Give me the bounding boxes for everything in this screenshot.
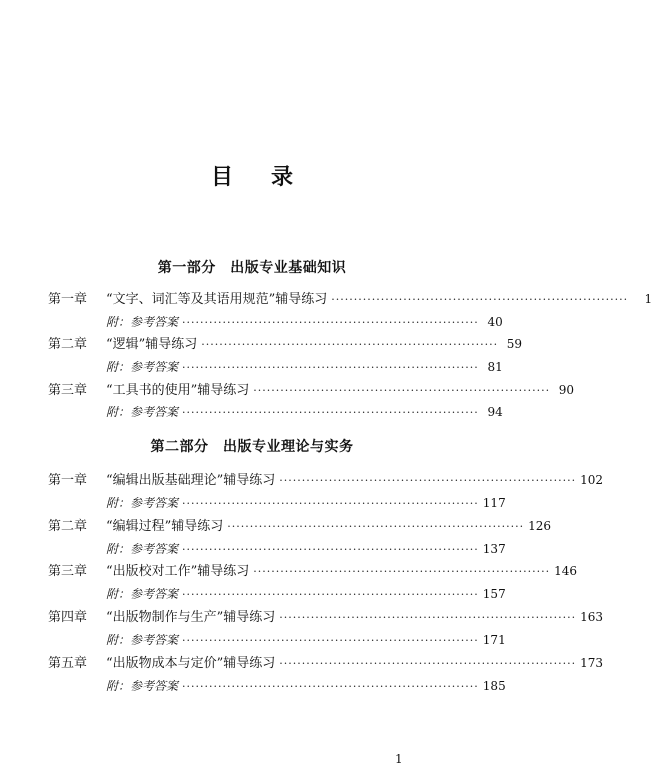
entry-title: “编辑出版基础理论”辅导练习 — [106, 473, 276, 488]
chapter-label: 第二章 — [48, 337, 88, 352]
page-number: 185 — [482, 679, 506, 693]
entry-title: 附：参考答案 — [106, 679, 179, 693]
entry-title: 附：参考答案 — [106, 315, 179, 329]
page-number: 1 — [644, 292, 652, 306]
dot-leader: ·································································· — [182, 634, 479, 647]
toc-entry[interactable] — [48, 585, 506, 603]
chapter-label: 第一章 — [48, 292, 88, 307]
entry-title: “文字、词汇等及其语用规范”辅导练习 — [106, 292, 328, 307]
toc-entry[interactable] — [48, 471, 603, 489]
entry-title: “编辑过程”辅导练习 — [106, 519, 224, 534]
page-number: 163 — [580, 610, 603, 624]
page-number: 59 — [506, 337, 523, 351]
dot-leader: ·································································· — [182, 316, 479, 329]
entry-title: 附：参考答案 — [106, 496, 179, 510]
toc-entry[interactable] — [48, 403, 503, 421]
entry-title: “工具书的使用”辅导练习 — [106, 383, 250, 398]
page-number: 157 — [482, 587, 506, 601]
page-title: 目录 — [210, 164, 331, 190]
dot-leader: ·································································· — [182, 543, 479, 556]
entry-title: 附：参考答案 — [106, 405, 179, 419]
entry-title: “出版校对工作”辅导练习 — [106, 564, 250, 579]
dot-leader: ·································································· — [331, 293, 629, 306]
toc-entry[interactable] — [48, 335, 523, 353]
dot-leader: ·································································· — [182, 406, 479, 419]
toc-entry[interactable] — [48, 562, 577, 580]
toc-entry[interactable] — [48, 290, 652, 308]
toc-entry[interactable] — [48, 677, 506, 695]
dot-leader: ·································································· — [253, 384, 551, 397]
entry-title: “出版物成本与定价”辅导练习 — [106, 656, 276, 671]
toc-entry[interactable] — [48, 358, 503, 376]
entry-title: “出版物制作与生产”辅导练习 — [106, 610, 276, 625]
part-heading-1: 第一部分 出版专业基础知识 — [157, 260, 347, 276]
page-number: 117 — [482, 496, 506, 510]
entry-title: 附：参考答案 — [106, 360, 179, 374]
dot-leader: ·································································· — [227, 520, 525, 533]
entry-title: 附：参考答案 — [106, 633, 179, 647]
chapter-label: 第一章 — [48, 473, 88, 488]
dot-leader: ·································································· — [201, 338, 499, 351]
toc-entry[interactable] — [48, 654, 603, 672]
page-number: 137 — [482, 542, 506, 556]
page-number: 81 — [487, 360, 503, 374]
chapter-label: 第四章 — [48, 610, 88, 625]
page-number: 146 — [554, 564, 577, 578]
toc-entry[interactable] — [48, 540, 506, 558]
chapter-label: 第二章 — [48, 519, 88, 534]
dot-leader: ·································································· — [182, 680, 479, 693]
dot-leader: ·································································· — [279, 611, 577, 624]
entry-title: 附：参考答案 — [106, 587, 179, 601]
page-number: 94 — [487, 405, 503, 419]
chapter-label: 第五章 — [48, 656, 88, 671]
toc-entry[interactable] — [48, 381, 575, 399]
page-number: 171 — [482, 633, 506, 647]
dot-leader: ·································································· — [253, 565, 551, 578]
chapter-label: 第三章 — [48, 383, 88, 398]
toc-entry[interactable] — [48, 313, 503, 331]
page-number: 40 — [487, 315, 503, 329]
dot-leader: ·································································· — [279, 657, 577, 670]
dot-leader: ·································································· — [279, 474, 577, 487]
page-number: 102 — [580, 473, 603, 487]
entry-title: “逻辑”辅导练习 — [106, 337, 198, 352]
entry-title: 附：参考答案 — [106, 542, 179, 556]
page-number-footer: 1 — [395, 752, 403, 766]
dot-leader: ·································································· — [182, 588, 479, 601]
chapter-label: 第三章 — [48, 564, 88, 579]
page-number: 90 — [558, 383, 575, 397]
toc-entry[interactable] — [48, 608, 603, 626]
part-heading-2: 第二部分 出版专业理论与实务 — [150, 439, 354, 455]
page-number: 173 — [580, 656, 603, 670]
toc-entry[interactable] — [48, 494, 506, 512]
page-number: 126 — [528, 519, 551, 533]
toc-entry[interactable] — [48, 517, 551, 535]
dot-leader: ·································································· — [182, 361, 479, 374]
dot-leader: ·································································· — [182, 497, 479, 510]
toc-entry[interactable] — [48, 631, 506, 649]
